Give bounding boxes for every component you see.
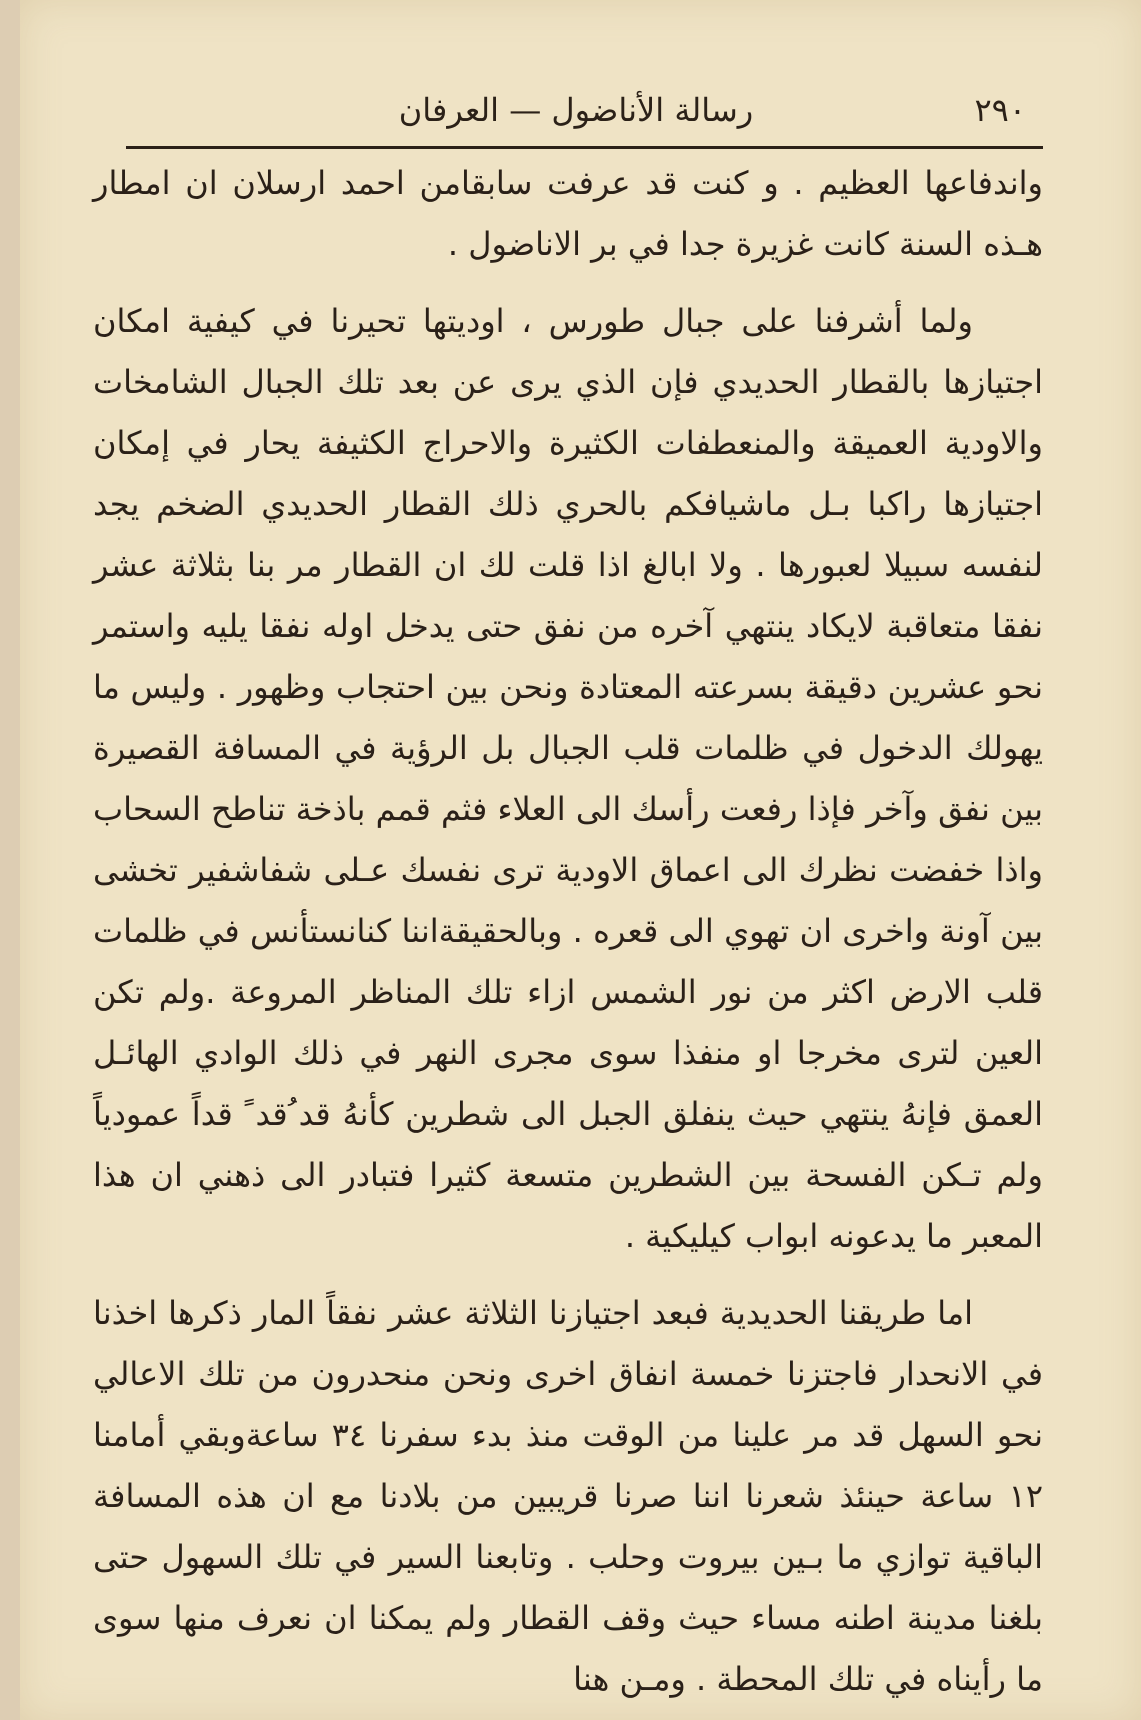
page-edge (0, 0, 20, 1720)
running-header (126, 84, 1026, 142)
paragraph-gap (93, 1267, 1043, 1283)
paragraph: واندفاعها العظيم . و كنت قد عرفت سابقامن احمد ارسلان ان امطار هـذه السنة كانت غزيرة جدا في بر الاناضول . (93, 164, 1043, 263)
header-rule (126, 146, 1043, 149)
paragraph: ولما أشرفنا على جبال طورس ، اوديتها تحيرنا في كيفية امكان اجتيازها بالقطار الحديدي فإن الذي يرى عن بعد تلك الجبال الشامخات والاودية العميقة والمنعطفات الكثيرة والاحراج الكثيفة يحار في إمكان اجتيازها راكبا بـل ماشيافكم بالحري ذلك القطار الحديدي الضخم يجد لنفسه سبيلا لعبورها . ولا ابالغ اذا قلت لك ان القطار مر بنا بثلاثة عشر نفقا متعاقبة لايكاد ينتهي آخره من نفق حتى يدخل اوله نفقا يليه واستمر نحو عشرين دقيقة بسرعته المعتادة ونحن بين احتجاب وظهور . وليس ما يهولك الدخول في ظلمات قلب الجبال بل الرؤية في المسافة القصيرة بين نفق وآخر فإذا رفعت رأسك الى العلاء فثم قمم باذخة تناطح السحاب واذا خفضت نظرك الى اعماق الاودية ترى نفسك عـلى شفاشفير تخشى بين آونة واخرى ان تهوي الى قعره . وبالحقيقةاننا كنانستأنس في ظلمات قلب الارض اكثر من نور الشمس ازاء تلك المناظر المروعة .ولم تكن العين لترى مخرجا او منفذا سوى مجرى النهر في ذلك الوادي الهائـل العمق فإنهُ ينتهي حيث ينفلق الجبل الى شطرين كأنهُ قد ُقد ً قداً عمودياً ولم تـكن الفسحة بين الشطرين متسعة كثيرا فتبادر الى ذهني ان هذا المعبر ما يدعونه ابواب كيليكية . (93, 302, 1043, 1255)
page-number: ٢٩٠ (974, 91, 1026, 129)
paragraph: اما طريقنا الحديدية فبعد اجتيازنا الثلاثة عشر نفقاً المار ذكرها اخذنا في الانحدار فاجتزنا خمسة انفاق اخرى ونحن منحدرون من تلك الاعالي نحو السهل قد مر علينا من الوقت منذ بدء سفرنا ٣٤ ساعةوبقي أمامنا ١٢ ساعة حينئذ شعرنا اننا صرنا قريبين من بلادنا مع ان هذه المسافة الباقية توازي ما بـين بيروت وحلب . وتابعنا السير في تلك السهول حتى بلغنا مدينة اطنه مساء حيث وقف القطار ولم يمكنا ان نعرف منها سوى ما رأيناه في تلك المحطة . ومـن هنا (93, 1294, 1044, 1698)
body-text (93, 153, 1044, 1698)
running-title: رسالة الأناضول — العرفان (398, 91, 754, 129)
paragraph-gap (93, 275, 1043, 291)
